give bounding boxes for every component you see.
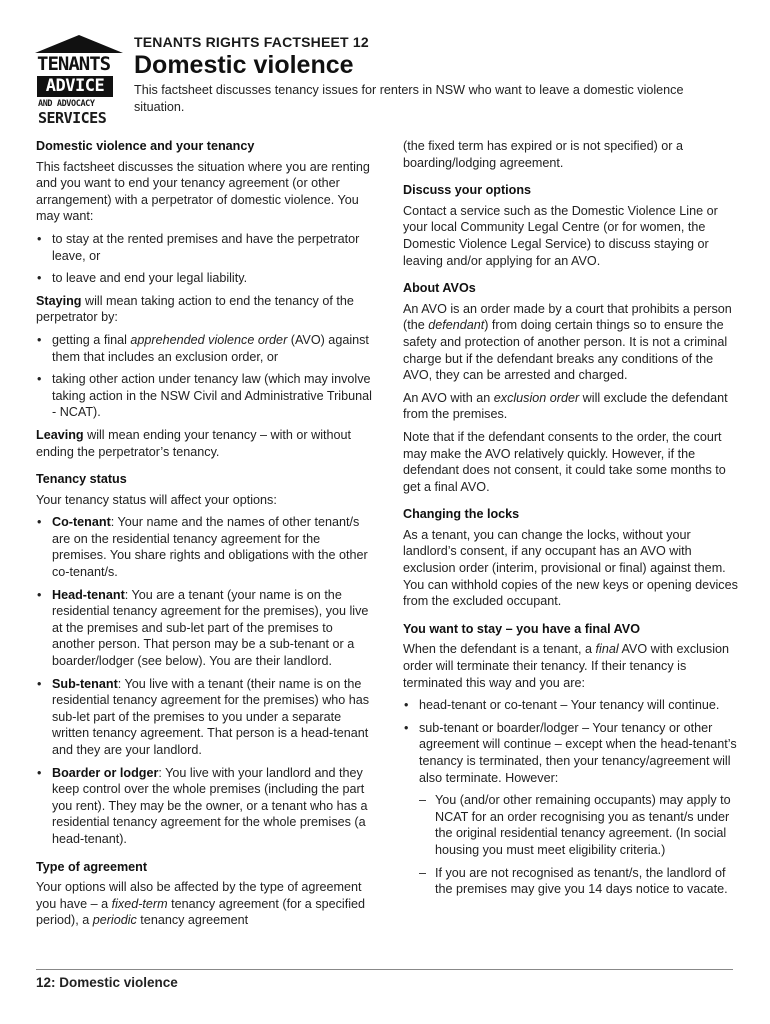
- footer-label: 12: Domestic violence: [36, 975, 178, 990]
- tenants-advice-logo: [33, 34, 125, 126]
- paragraph-status: Your tenancy status will affect your options:: [36, 492, 277, 507]
- heading-stay-final-avo: You want to stay – you have a final AVO: [403, 621, 640, 636]
- heading-tenancy-status: Tenancy status: [36, 472, 127, 487]
- paragraph-consent: Note that if the defendant consents to the order, the court may make the AVO relatively quickly. However, if the defendant does not consent, it could take some months to get a final AVO.: [403, 429, 726, 494]
- left-column: [36, 138, 372, 935]
- outcome-list: [403, 697, 739, 786]
- logo-line-services: SERVICES: [38, 109, 107, 127]
- want-list: [36, 231, 372, 287]
- intro-text: This factsheet discusses tenancy issues for renters in NSW who want to leave a domestic violence situation.: [134, 83, 684, 114]
- logo-line-advocacy: AND ADVOCACY: [38, 99, 95, 109]
- paragraph-intro: This factsheet discusses the situation where you are renting and you want to end your tenancy agreement (or other arrangement) with a perpetrator of domestic violence. You may want:: [36, 159, 370, 224]
- list-item: • Co-tenant: Your name and the names of other tenant/s are on the residential tenancy agreement for the premises. You share rights and obligations with the other co-tenant/s.: [36, 514, 372, 580]
- list-item: • to leave and end your legal liability.: [36, 270, 372, 287]
- paragraph-discuss: Contact a service such as the Domestic Violence Line or your local Community Legal Centre (or for women, the Domestic Violence Legal Service) to discuss staying or leaving and/or applying for an AVO.: [403, 203, 718, 268]
- footer-divider: [36, 969, 733, 970]
- list-item: • Sub-tenant: You live with a tenant (their name is on the residential tenancy agreement for the premises) who has sub-let part of the premises to you under a separate written tenancy agreement. That person is a head-tenant and they are your landlord.: [36, 676, 372, 759]
- heading-type-of-agreement: Type of agreement: [36, 859, 148, 874]
- dash-list: [419, 792, 739, 898]
- list-item: • taking other action under tenancy law (which may involve taking action in the NSW Civil and Administrative Tribunal - NCAT).: [36, 371, 372, 421]
- paragraph-staying: Staying will mean taking action to end the tenancy of the perpetrator by:: [36, 293, 354, 325]
- roof-icon: [35, 34, 123, 54]
- list-item: • to stay at the rented premises and have the perpetrator leave, or: [36, 231, 372, 264]
- header-text: [134, 34, 734, 115]
- paragraph-exclusion-order: An AVO with an exclusion order will exclude the defendant from the premises.: [403, 390, 728, 422]
- paragraph-agreement: Your options will also be affected by the type of agreement you have – a fixed-term tenancy agreement (for a specified period), a periodic tenancy agreement: [36, 880, 366, 928]
- term-leaving: Leaving: [36, 427, 84, 442]
- heading-about-avos: About AVOs: [403, 281, 476, 296]
- list-item: • getting a final apprehended violence order (AVO) against them that includes an exclusion order, or: [36, 332, 372, 365]
- list-item: – If you are not recognised as tenant/s, the landlord of the premises may give you 14 days notice to vacate.: [419, 865, 739, 898]
- heading-changing-locks: Changing the locks: [403, 507, 520, 522]
- paragraph-agreement-cont: (the fixed term has expired or is not specified) or a boarding/lodging agreement.: [403, 139, 683, 170]
- page-header: [33, 34, 733, 130]
- paragraph-avo-definition: An AVO is an order made by a court that prohibits a person (the defendant) from doing certain things so to ensure the safety and protection of another person. It is not a criminal charge but if the defendant breaks any conditions of the AVO, they can be arrested and charged.: [403, 301, 732, 383]
- logo-line-advice: ADVICE: [37, 76, 113, 97]
- paragraph-leaving: Leaving will mean ending your tenancy – with or without ending the perpetrator’s tenancy.: [36, 427, 352, 459]
- right-column: [403, 138, 739, 904]
- list-item: • sub-tenant or boarder/lodger – Your tenancy or other agreement will continue – except when the head-tenant’s tenancy is terminated, then your tenancy/agreement will also terminate. However:: [403, 720, 739, 786]
- factsheet-label: TENANTS RIGHTS FACTSHEET 12: [134, 34, 369, 50]
- paragraph-locks: As a tenant, you can change the locks, without your landlord’s consent, if any occupant has an AVO with exclusion order (interim, provisional or final) against them. You can withhold copies of the new keys or opening devices from the excluded occupant.: [403, 527, 738, 609]
- page-title: Domestic violence: [134, 51, 354, 79]
- heading-dv-tenancy: Domestic violence and your tenancy: [36, 139, 255, 153]
- list-item: • Boarder or lodger: You live with your landlord and they keep control over the whole premises (including the part you rent). They may be the owner, or a tenant who has a residential tenancy agreement for the whole premises (a head-tenant).: [36, 765, 372, 848]
- heading-discuss-options: Discuss your options: [403, 183, 532, 198]
- staying-list: [36, 332, 372, 421]
- status-list: [36, 514, 372, 847]
- list-item: • Head-tenant: You are a tenant (your name is on the residential tenancy agreement for the premises), you live at the premises and sub-let part of the premises to another person. That person may be a sub-tenant or a boarder/lodger (see below). You are their landlord.: [36, 587, 372, 670]
- list-item: – You (and/or other remaining occupants) may apply to NCAT for an order recognising you as tenant/s under the original residential tenancy agreement. (In social housing you must meet eligibility criteria.): [419, 792, 739, 858]
- list-item: • head-tenant or co-tenant – Your tenancy will continue.: [403, 697, 739, 714]
- paragraph-final-avo: When the defendant is a tenant, a final AVO with exclusion order will terminate their tenancy. If their tenancy is terminated this way and you are:: [403, 642, 730, 690]
- term-staying: Staying: [36, 293, 82, 308]
- logo-line-tenants: TENANTS: [37, 53, 111, 75]
